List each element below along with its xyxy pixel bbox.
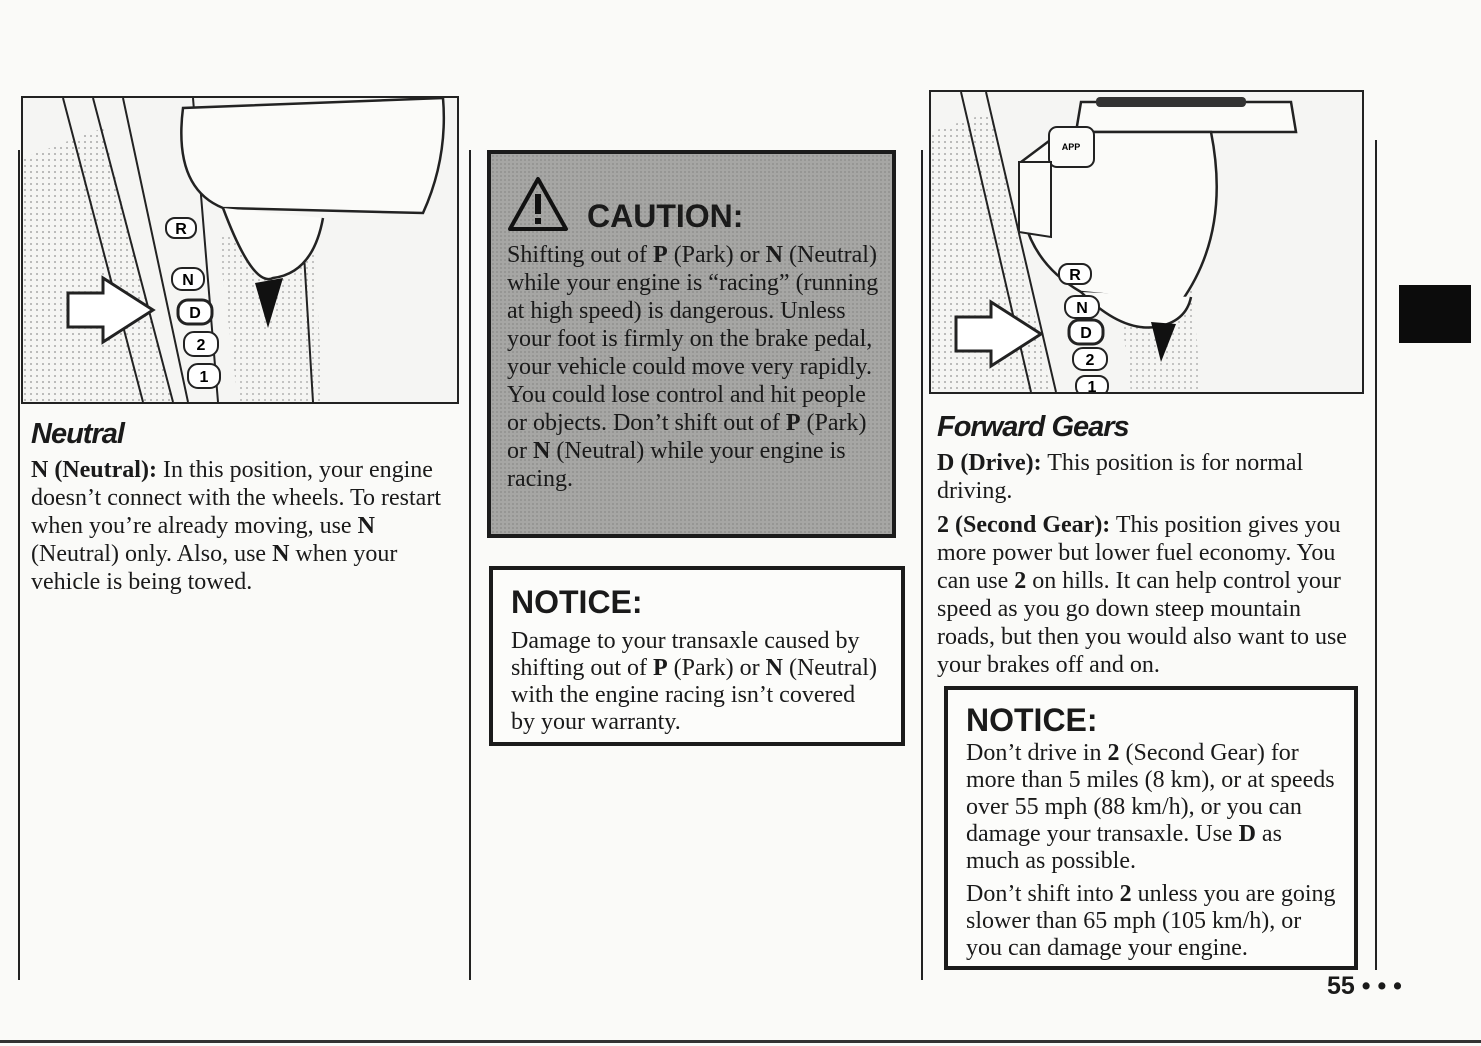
- second-gear-description: [937, 511, 1362, 679]
- column-rule-1: [18, 150, 20, 980]
- text-run: (Neutral) while your engine is racing.: [507, 438, 846, 492]
- bold-term: N: [533, 438, 551, 464]
- column-rule-3: [921, 150, 923, 980]
- notice-text: [511, 628, 883, 736]
- drive-description: [937, 449, 1362, 505]
- text-run: when your vehicle is being towed.: [31, 541, 398, 595]
- notice-title: NOTICE:: [511, 584, 643, 620]
- bold-term: N: [765, 655, 783, 681]
- bold-term: N (Neutral):: [31, 457, 157, 483]
- warning-triangle-icon: [507, 176, 569, 232]
- bottom-rule: [0, 1040, 1481, 1043]
- text-run: (Neutral) only. Also, use: [31, 541, 273, 567]
- bold-term: N: [357, 513, 375, 539]
- text-run: In this position, your engine doesn’t connect with the wheels. To restart when you’re already moving, use: [31, 457, 441, 539]
- page-number: 55 • • •: [1327, 972, 1402, 1000]
- svg-text:2: 2: [1085, 352, 1095, 369]
- caution-box: [487, 150, 896, 538]
- bold-term: N: [765, 242, 783, 268]
- section-thumb-tab: [1399, 285, 1471, 343]
- caution-text: [507, 241, 887, 493]
- svg-text:D: D: [189, 305, 201, 322]
- svg-text:N: N: [182, 272, 194, 289]
- text-run: (Park) or: [507, 410, 867, 464]
- notice-text-1: [966, 740, 1336, 875]
- text-run: Don’t shift into: [966, 881, 1120, 907]
- bold-term: P: [785, 410, 801, 436]
- notice-text-2: [966, 881, 1336, 962]
- svg-text:R: R: [1069, 267, 1081, 284]
- bold-term: 2: [1119, 881, 1132, 907]
- svg-text:N: N: [1076, 300, 1088, 317]
- svg-text:R: R: [175, 221, 187, 238]
- text-run: (Neutral) with the engine racing isn’t covered by your warranty.: [511, 655, 877, 735]
- bold-term: N: [272, 541, 290, 567]
- text-run: (Neutral) while your engine is “racing” (running at high speed) is dangerous. Unless your foot is firmly on the brake pedal, your vehicle could move very rapidly. You could lose control and hit people or objects. Don’t shift out of: [507, 242, 879, 436]
- text-run: (Park) or: [667, 242, 766, 268]
- text-run: unless you are going slower than 65 mph (105 km/h), or you can damage your engine.: [966, 881, 1336, 961]
- forward-gears-shifter-illustration: [929, 90, 1364, 394]
- svg-text:D: D: [1080, 325, 1092, 342]
- text-run: This position is for normal driving.: [937, 450, 1304, 504]
- text-run: as much as possible.: [966, 821, 1282, 874]
- notice-title: NOTICE:: [966, 702, 1098, 738]
- notice-box-warranty: [489, 566, 905, 746]
- text-run: (Second Gear) for more than 5 miles (8 km), or at speeds over 55 mph (88 km/h), or you can damage your transaxle. Use: [966, 740, 1335, 847]
- neutral-shifter-illustration: [21, 96, 459, 404]
- bold-term: 2: [1014, 568, 1027, 594]
- column-rule-2: [469, 150, 471, 980]
- svg-text:1: 1: [199, 369, 209, 386]
- bold-term: D: [1238, 821, 1256, 847]
- text-run: Shifting out of: [507, 242, 654, 268]
- text-run: This position gives you more power but lower fuel economy. You can use: [937, 512, 1341, 594]
- column-rule-4: [1375, 140, 1377, 970]
- bold-term: P: [653, 655, 668, 681]
- neutral-description: [31, 456, 456, 596]
- text-run: (Park) or: [667, 655, 766, 681]
- caution-title: CAUTION:: [587, 198, 744, 234]
- bold-term: P: [653, 242, 668, 268]
- text-run: Don’t drive in: [966, 740, 1108, 766]
- text-run: on hills. It can help control your speed as you go down steep mountain roads, but then you would also want to use your brakes off and on.: [937, 568, 1347, 678]
- svg-text:2: 2: [196, 337, 206, 354]
- notice-box-second-gear: [944, 686, 1358, 970]
- bold-term: D (Drive):: [937, 450, 1042, 476]
- bold-term: 2: [1107, 740, 1120, 766]
- svg-text:1: 1: [1087, 379, 1097, 392]
- svg-text:APP: APP: [1061, 142, 1081, 152]
- section-heading-forward-gears: Forward Gears: [937, 411, 1129, 443]
- bold-term: 2 (Second Gear):: [937, 512, 1111, 538]
- section-heading-neutral: Neutral: [31, 418, 124, 450]
- text-run: Damage to your transaxle caused by shifting out of: [511, 628, 860, 681]
